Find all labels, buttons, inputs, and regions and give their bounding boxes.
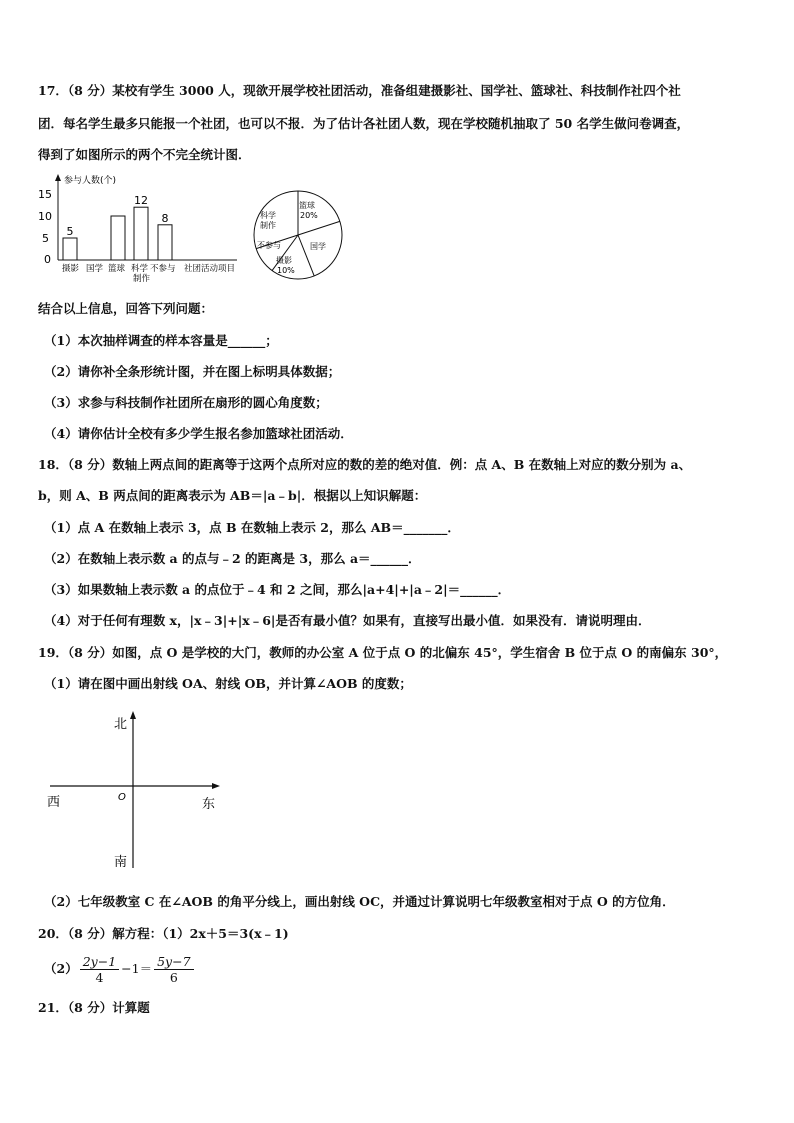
q17-sub-3: （3）求参与科技制作社团所在扇形的圆心角度数； (44, 395, 328, 410)
q17-sub-2: （2）请你补全条形统计图，并在图上标明具体数据； (44, 364, 341, 379)
x-cat-bucanyu: 不参与 (150, 264, 176, 274)
q19-sub-2: （2）七年级教室 C 在∠AOB 的角平分线上，画出射线 OC，并通过计算说明七年级教室相对于点 O 的方位角． (44, 894, 675, 909)
q20-middle: −1＝ (121, 961, 153, 976)
fraction-2-numerator: 5y−7 (154, 954, 193, 970)
q20-sub-2 (44, 950, 196, 988)
q18-line-2: b，则 A、B 两点间的距离表示为 AB＝|a﹣b|．根据以上知识解题： (38, 488, 427, 503)
q17-line-2: 团．每名学生最多只能报一个社团，也可以不报．为了估计各社团人数，现在学校随机抽取了 50 名学生做问卷调查， (38, 116, 690, 131)
pie-label-kexue (260, 210, 279, 230)
fraction-1 (80, 954, 119, 985)
y-tick-10: 10 (38, 210, 52, 223)
fraction-2 (154, 954, 193, 985)
east-arrow (212, 783, 220, 789)
pie-label-kexue-2: 制作 (260, 221, 276, 230)
bar-2 (111, 216, 125, 260)
q17-line-1: 17．（8 分）某校有学生 3000 人，现欲开展学校社团活动，准备组建摄影社、国学社、篮球社、科技制作社四个社 (38, 83, 681, 98)
y-tick-15: 15 (38, 188, 52, 201)
x-cat-sheying: 摄影 (62, 264, 80, 274)
q18-line-1: 18．（8 分）数轴上两点间的距离等于这两个点所对应的数的差的绝对值．例：点 A、B 在数轴上对应的数分别为 a、 (38, 457, 692, 472)
q17-sub-1: （1）本次抽样调查的样本容量是______； (44, 333, 278, 348)
bar-chart-ylabel: 参与人数(个) (64, 176, 117, 186)
q17-after: 结合以上信息，回答下列问题： (38, 301, 214, 316)
q20-sub2-prefix: （2） (44, 961, 78, 976)
q20-line: 20．（8 分）解方程：（1）2x＋5＝3(x﹣1) (38, 926, 289, 941)
bar-label-4: 8 (161, 211, 169, 225)
q19-line: 19．（8 分）如图，点 O 是学校的大门，教师的办公室 A 位于点 O 的北偏东 45°，学生宿舍 B 位于点 O 的南偏东 30°， (38, 645, 728, 660)
q17-line-3: 得到了如图所示的两个不完全统计图． (38, 147, 251, 162)
bar-0 (63, 238, 77, 260)
x-cat-kexue-2: 制作 (133, 274, 151, 284)
label-south: 南 (114, 855, 128, 870)
label-east: 东 (202, 797, 216, 812)
bar-label-3: 12 (134, 194, 148, 208)
bar-chart-y-arrow (55, 174, 61, 181)
north-arrow (130, 711, 136, 719)
pie-label-sheying: 摄影 (276, 256, 292, 265)
x-cat-lanqiu: 篮球 (108, 264, 126, 274)
q17-sub-4: （4）请你估计全校有多少学生报名参加篮球社团活动． (44, 426, 353, 441)
pie-label-lanqiu: 篮球 (299, 201, 315, 210)
bar-chart (32, 172, 277, 287)
fraction-1-denominator: 4 (95, 970, 104, 985)
bar-3 (134, 207, 148, 260)
pie-divider-1 (298, 221, 340, 235)
label-west: 西 (47, 795, 61, 810)
pie-label-guoxue: 国学 (310, 242, 326, 251)
q18-sub-3: （3）如果数轴上表示数 a 的点位于﹣4 和 2 之间，那么|a+4|+|a﹣2|＝______． (44, 582, 511, 597)
bar-4 (158, 225, 172, 260)
q18-sub-4: （4）对于任何有理数 x，|x﹣3|+|x﹣6|是否有最小值？如果有，直接写出最小值．如果没有．请说明理由． (44, 613, 651, 628)
fraction-2-denominator: 6 (169, 970, 178, 985)
x-cat-kexue-1: 科学 (131, 264, 149, 274)
q21-line: 21．（8 分）计算题 (38, 1000, 150, 1015)
compass-diagram (42, 708, 232, 876)
x-cat-kexue (131, 263, 151, 284)
fraction-1-numerator: 2y−1 (80, 954, 119, 970)
q19-sub-1: （1）请在图中画出射线 OA、射线 OB，并计算∠AOB 的度数； (44, 676, 412, 691)
y-tick-5: 5 (42, 232, 49, 245)
pie-pct-sheying: 10% (277, 266, 295, 275)
pie-pct-lanqiu: 20% (300, 211, 318, 220)
label-origin: O (118, 792, 126, 803)
label-north: 北 (114, 717, 128, 732)
pie-label-bucanyu: 不参与 (257, 241, 281, 250)
pie-chart (252, 190, 347, 282)
x-cat-guoxue: 国学 (86, 264, 104, 274)
bar-chart-xlabel: 社团活动项目 (184, 264, 236, 274)
pie-label-kexue-1: 科学 (260, 211, 276, 220)
y-tick-0: 0 (44, 253, 51, 266)
q18-sub-1: （1）点 A 在数轴上表示 3，点 B 在数轴上表示 2，那么 AB＝_______． (44, 520, 460, 535)
bar-label-0: 5 (66, 225, 74, 238)
q18-sub-2: （2）在数轴上表示数 a 的点与﹣2 的距离是 3，那么 a＝______． (44, 551, 421, 566)
